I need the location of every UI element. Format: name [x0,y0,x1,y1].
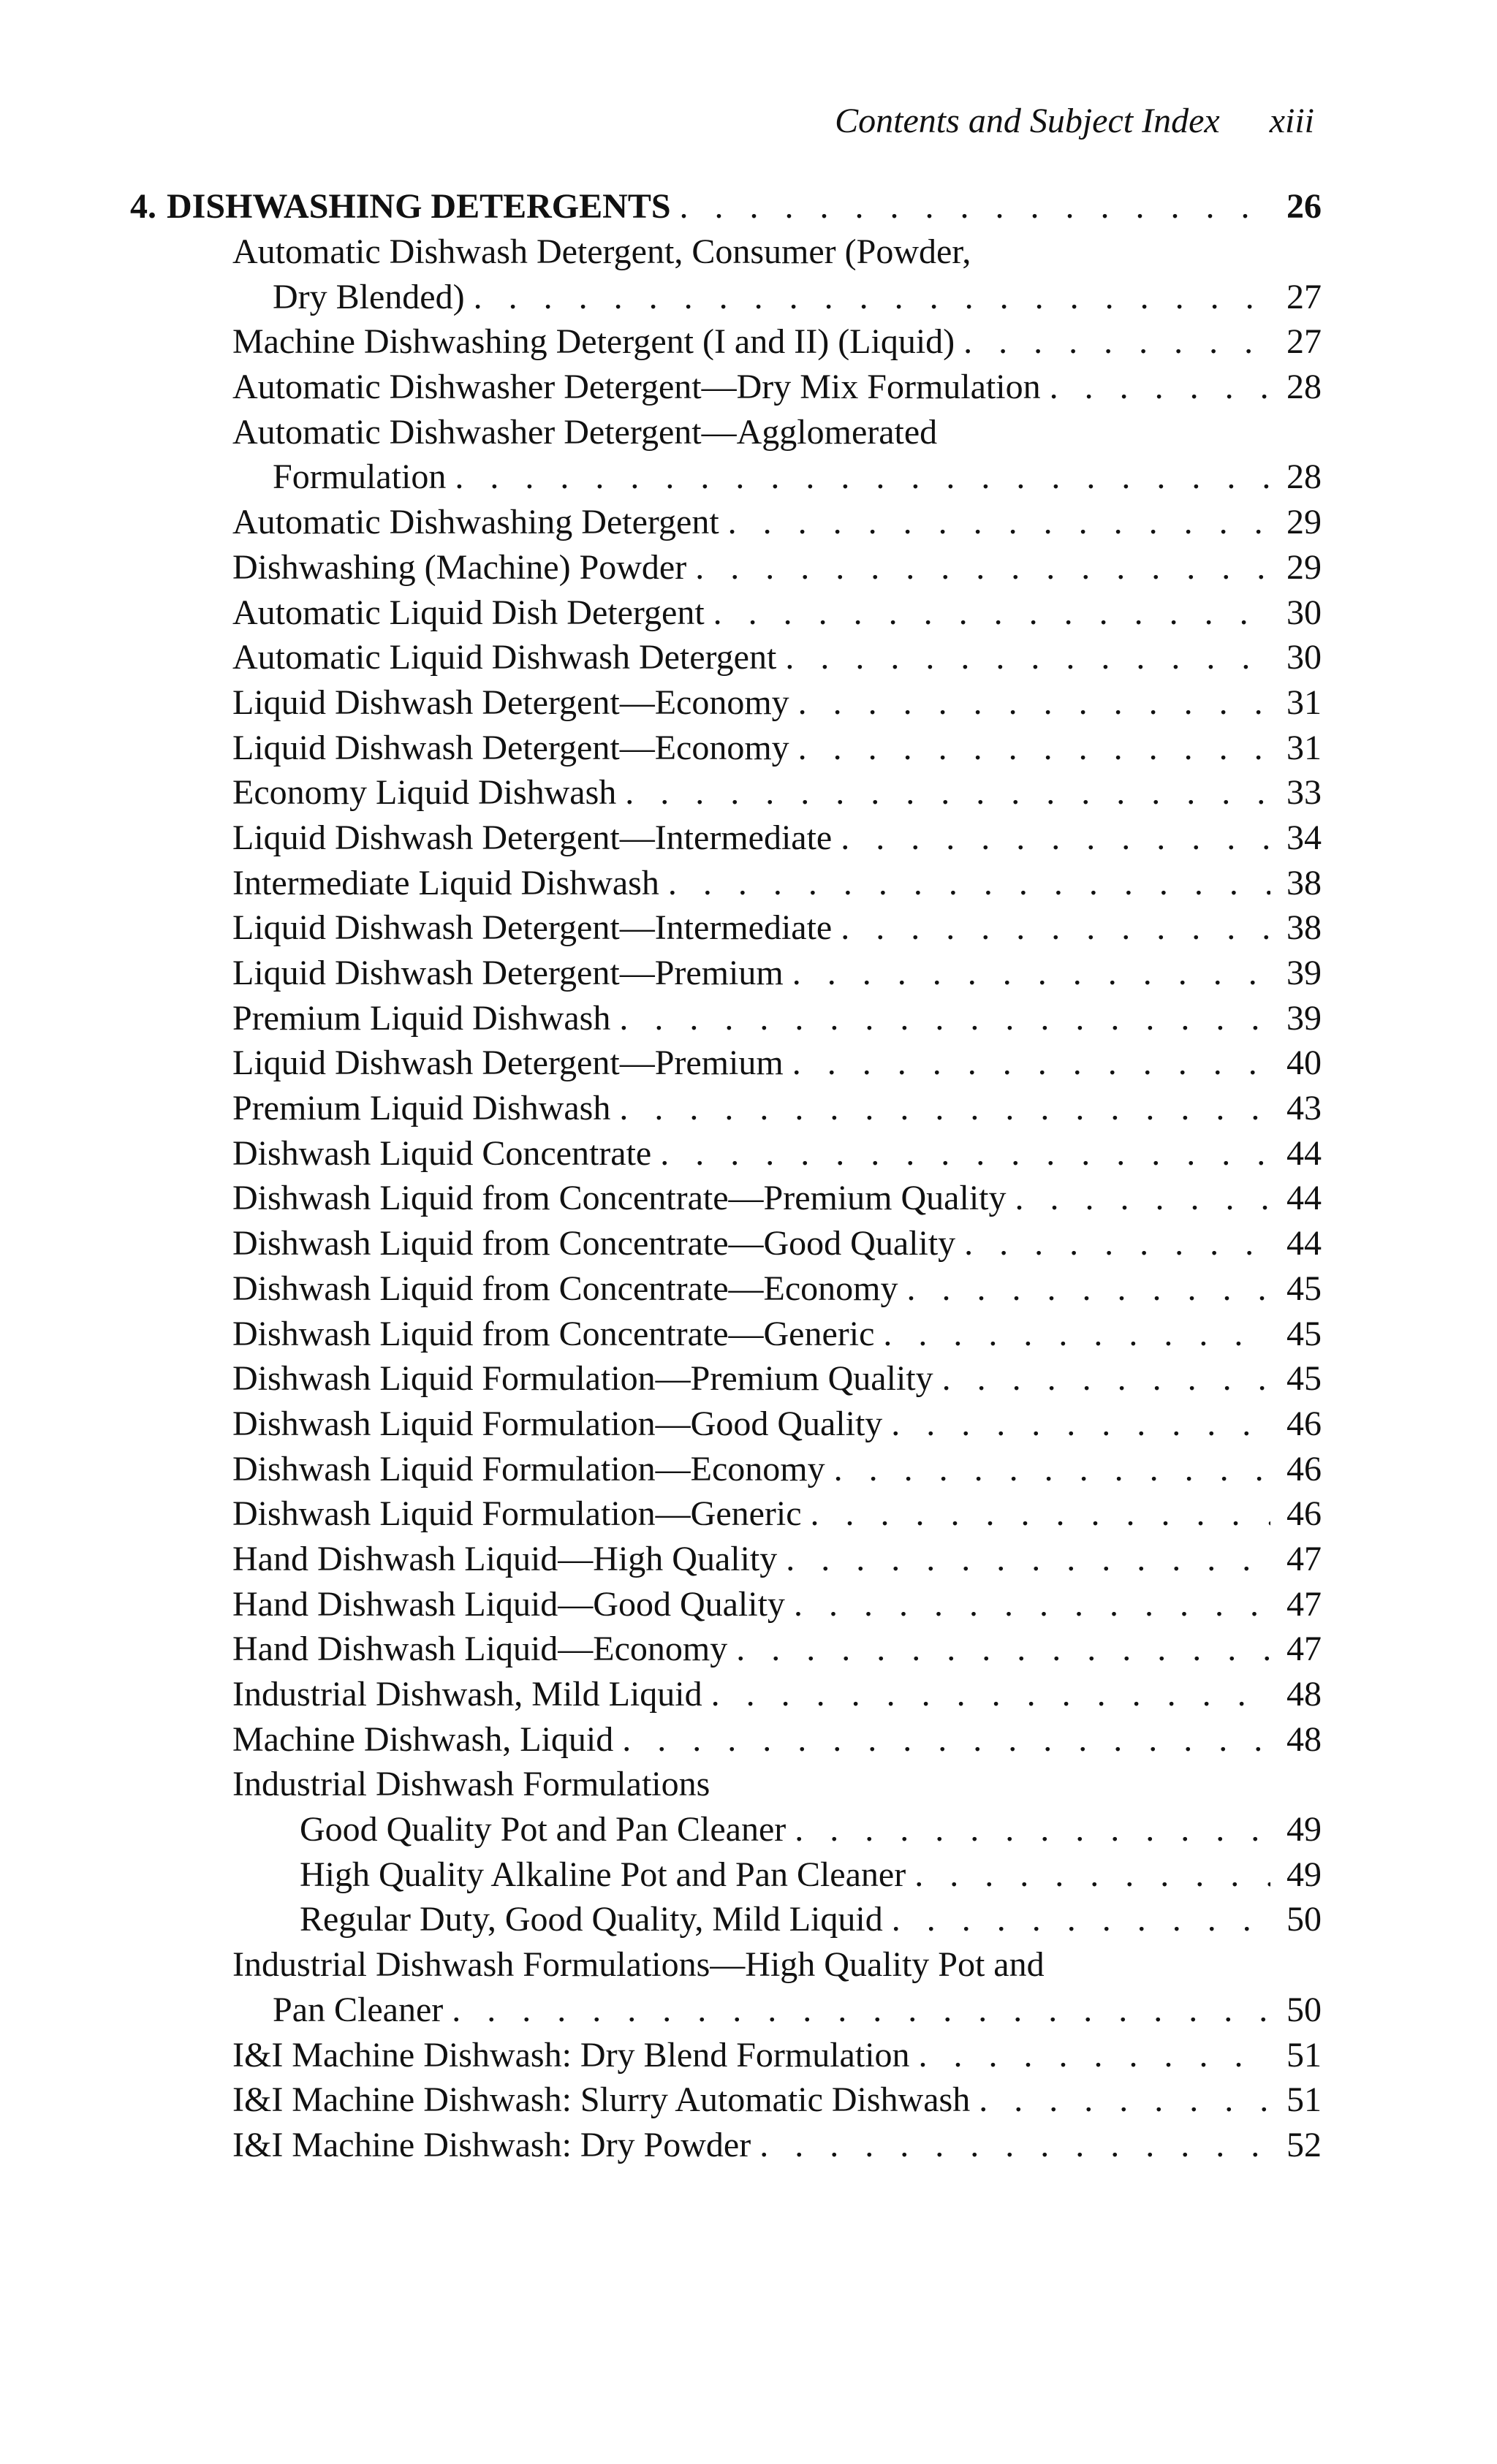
dot-leader [834,1449,1270,1489]
dot-leader [794,1584,1270,1624]
chapter-heading [130,186,1322,232]
dot-leader [964,1223,1270,1263]
dot-leader [792,953,1270,993]
dot-leader [785,637,1270,677]
toc-entry-page-number: 50 [1286,1900,1322,1939]
toc-entry-title: Machine Dishwash, Liquid [232,1719,614,1759]
toc-entry-title: I&I Machine Dishwash: Slurry Automatic Dishwash [232,2080,971,2120]
dot-leader [811,1494,1270,1534]
table-of-contents [130,186,1322,2170]
toc-entry-page-number: 46 [1286,1494,1322,1534]
dot-leader [455,457,1270,497]
toc-entry-page-number: 46 [1286,1404,1322,1443]
dot-leader [619,1088,1270,1128]
toc-entry-title: Liquid Dishwash Detergent—Intermediate [232,818,833,857]
toc-entry [130,772,1322,818]
toc-entry-title: Liquid Dishwash Detergent—Economy [232,682,789,722]
toc-entry-page-number: 45 [1286,1269,1322,1308]
toc-entry-title: High Quality Alkaline Pot and Pan Cleaner [300,1855,906,1894]
toc-entry [130,1990,1322,2035]
toc-entry [130,1133,1322,1179]
dot-leader [622,1719,1270,1760]
dot-leader [1015,1178,1270,1218]
dot-leader [906,1269,1270,1309]
toc-entry-title: Automatic Dishwasher Detergent—Agglomerated [232,412,938,452]
toc-entry [130,818,1322,863]
toc-entry-page-number: 31 [1286,728,1322,767]
dot-leader [883,1314,1270,1354]
toc-entry-page-number: 40 [1286,1043,1322,1083]
toc-entry-page-number: 49 [1286,1810,1322,1849]
toc-entry-title: I&I Machine Dishwash: Dry Blend Formulation [232,2035,910,2075]
toc-entry-title: Intermediate Liquid Dishwash [232,863,659,902]
toc-entry-title: Liquid Dishwash Detergent—Premium [232,954,784,992]
toc-entry [130,1088,1322,1133]
toc-entry [130,1404,1322,1449]
chapter-page-number: 26 [1286,187,1322,226]
toc-entry-title: Dishwash Liquid from Concentrate—Economy [232,1269,898,1308]
toc-entry-page-number: 28 [1286,457,1322,497]
toc-entry-title: Dishwash Liquid Formulation—Good Quality [232,1404,883,1443]
toc-entry-page-number: 44 [1286,1133,1322,1173]
dot-leader [660,1133,1270,1174]
toc-entry-page-number: 33 [1286,773,1322,813]
dot-leader [841,818,1270,858]
toc-entry [130,1944,1322,1990]
toc-entry-title: Economy Liquid Dishwash [232,773,617,813]
toc-entry [130,412,1322,457]
toc-entry-title: Liquid Dishwash Detergent—Economy [232,728,789,767]
toc-entry-page-number: 51 [1286,2035,1322,2075]
toc-entry [130,1314,1322,1359]
toc-entry [130,593,1322,638]
toc-entry-page-number: 47 [1286,1584,1322,1624]
page-folio: xiii [1269,102,1314,140]
toc-entry-title: Industrial Dishwash, Mild Liquid [232,1675,702,1714]
dot-leader [979,2080,1270,2120]
toc-entry-page-number: 47 [1286,1630,1322,1669]
toc-entry [130,728,1322,773]
toc-entry-title: Automatic Dishwasher Detergent—Dry Mix Formulation [232,368,1041,407]
toc-entry-page-number: 50 [1286,1990,1322,2029]
toc-entry-title: Automatic Dishwash Detergent, Consumer (Powder, [232,232,971,271]
toc-entry-title: Liquid Dishwash Detergent—Premium [232,1043,784,1083]
toc-entry-title: Hand Dishwash Liquid—Economy [232,1630,728,1669]
toc-entry-title: Good Quality Pot and Pan Cleaner [300,1810,787,1849]
toc-entry [130,1899,1322,1944]
toc-entry-title: Industrial Dishwash Formulations [232,1765,710,1804]
toc-entry [130,1449,1322,1494]
toc-entry [130,1494,1322,1539]
toc-entry-title: Dishwash Liquid Formulation—Generic [232,1494,802,1534]
toc-entry-page-number: 39 [1286,954,1322,992]
toc-entry [130,1178,1322,1223]
toc-entry [130,1539,1322,1584]
toc-entry-title: Formulation [273,457,447,497]
dot-leader [798,728,1270,768]
toc-entry-page-number: 48 [1286,1719,1322,1759]
toc-entry [130,1043,1322,1088]
toc-entry-page-number: 27 [1286,277,1322,316]
toc-entry [130,1764,1322,1809]
toc-entry [130,502,1322,547]
toc-entry [130,1223,1322,1269]
toc-entry [130,2035,1322,2080]
toc-entry-title: Hand Dishwash Liquid—High Quality [232,1539,778,1578]
dot-leader [474,277,1270,317]
toc-entry [130,637,1322,682]
toc-entry-page-number: 51 [1286,2080,1322,2120]
toc-entry-title: Automatic Liquid Dishwash Detergent [232,638,777,677]
dot-leader [680,186,1270,227]
toc-entry [130,1358,1322,1404]
toc-entry-page-number: 30 [1286,638,1322,677]
chapter-number: 4. [130,187,156,226]
dot-leader [713,593,1270,633]
toc-entry-page-number: 45 [1286,1314,1322,1353]
dot-leader [759,2125,1270,2165]
toc-entry-title: Dishwash Liquid Concentrate [232,1133,652,1173]
toc-entry-title: Premium Liquid Dishwash [232,1089,611,1128]
toc-entry-page-number: 47 [1286,1539,1322,1578]
toc-entry [130,908,1322,953]
toc-entry-title: Machine Dishwashing Detergent (I and II) (Liquid) [232,322,955,362]
dot-leader [625,772,1270,813]
dot-leader [668,863,1270,903]
dot-leader [619,998,1270,1038]
toc-entry [130,322,1322,367]
dot-leader [963,322,1270,362]
toc-entry-page-number: 44 [1286,1179,1322,1218]
running-head [835,101,1314,141]
toc-entry-title: Dishwash Liquid Formulation—Premium Quality [232,1359,933,1399]
toc-entry-page-number: 27 [1286,322,1322,362]
dot-leader [728,502,1270,542]
toc-entry-page-number: 28 [1286,368,1322,407]
toc-entry [130,953,1322,998]
toc-entry-page-number: 38 [1286,908,1322,948]
dot-leader [891,1404,1270,1444]
toc-entry [130,1809,1322,1855]
toc-entry-title: Industrial Dishwash Formulations—High Quality Pot and [232,1945,1045,1985]
toc-entry-page-number: 31 [1286,682,1322,722]
toc-entry-page-number: 39 [1286,998,1322,1038]
toc-entry [130,1855,1322,1900]
dot-leader [798,682,1270,723]
toc-entry-page-number: 30 [1286,593,1322,632]
toc-entry-title: Dishwash Liquid from Concentrate—Premium Quality [232,1179,1007,1218]
dot-leader [892,1899,1270,1939]
toc-entry-title: Pan Cleaner [273,1990,444,2029]
running-head-title: Contents and Subject Index [835,102,1220,140]
toc-entry-title: Dishwash Liquid from Concentrate—Generic [232,1314,875,1353]
dot-leader [942,1358,1270,1399]
toc-entry-title: Regular Duty, Good Quality, Mild Liquid [300,1900,883,1939]
toc-entry [130,1674,1322,1719]
toc-entry-title: Dishwash Liquid from Concentrate—Good Quality [232,1224,956,1263]
dot-leader [1050,367,1270,407]
toc-entry-title: Automatic Liquid Dish Detergent [232,593,705,632]
dot-leader [914,1855,1270,1895]
toc-entry [130,232,1322,277]
toc-entry-page-number: 44 [1286,1224,1322,1263]
dot-leader [792,1043,1270,1083]
toc-entries [130,232,1322,2170]
dot-leader [736,1629,1270,1669]
toc-entry [130,1629,1322,1674]
toc-entry-page-number: 43 [1286,1089,1322,1128]
toc-entry [130,547,1322,593]
toc-entry-title: Dry Blended) [273,277,465,316]
toc-entry-page-number: 49 [1286,1855,1322,1894]
toc-entry-title: Dishwash Liquid Formulation—Economy [232,1449,825,1488]
toc-entry [130,998,1322,1043]
toc-entry-title: Hand Dishwash Liquid—Good Quality [232,1584,785,1624]
toc-entry-title: Dishwashing (Machine) Powder [232,547,687,587]
toc-entry-page-number: 29 [1286,547,1322,587]
toc-entry-page-number: 34 [1286,818,1322,857]
dot-leader [795,1809,1270,1849]
toc-entry-title: I&I Machine Dishwash: Dry Powder [232,2125,751,2164]
chapter-title: DISHWASHING DETERGENTS [167,187,671,226]
dot-leader [841,908,1270,948]
toc-entry [130,1719,1322,1765]
toc-entry-page-number: 29 [1286,503,1322,542]
toc-entry-title: Premium Liquid Dishwash [232,998,611,1038]
toc-entry-page-number: 48 [1286,1675,1322,1714]
toc-entry [130,863,1322,908]
dot-leader [695,547,1270,588]
toc-entry [130,457,1322,502]
dot-leader [711,1674,1270,1714]
toc-entry [130,682,1322,728]
toc-entry [130,2080,1322,2125]
toc-entry [130,1269,1322,1314]
toc-entry [130,277,1322,322]
dot-leader [919,2035,1270,2075]
toc-entry-title: Automatic Dishwashing Detergent [232,503,719,542]
toc-entry [130,367,1322,412]
toc-entry [130,1584,1322,1630]
dot-leader [786,1539,1270,1579]
toc-entry-title: Liquid Dishwash Detergent—Intermediate [232,908,833,948]
toc-entry-page-number: 52 [1286,2125,1322,2164]
dot-leader [452,1990,1270,2030]
toc-entry [130,2125,1322,2170]
toc-entry-page-number: 46 [1286,1449,1322,1488]
toc-entry-page-number: 38 [1286,863,1322,902]
toc-entry-page-number: 45 [1286,1359,1322,1399]
